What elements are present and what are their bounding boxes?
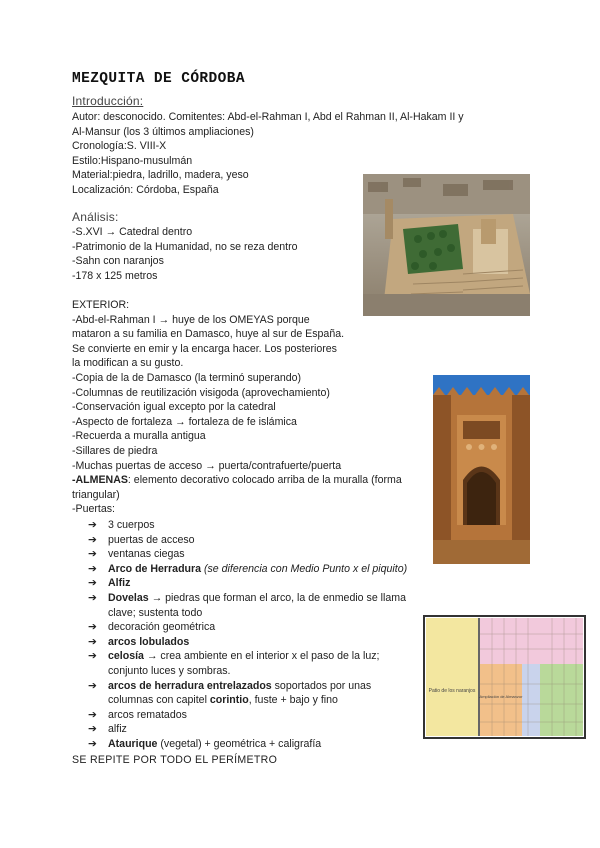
list-item-term: Alfiz <box>108 577 131 590</box>
exterior-heading: EXTERIOR: <box>72 299 130 311</box>
intro-line: Cronología:S. VIII-X <box>72 140 167 153</box>
arrow-icon: ➔ <box>88 548 97 561</box>
floor-plan <box>422 614 587 740</box>
list-item-text: arcos rematados <box>108 708 187 721</box>
list-item <box>88 620 428 635</box>
list-item <box>88 737 428 752</box>
analisis-heading: Análisis: <box>72 210 119 224</box>
arrow-icon: ➔ <box>88 708 97 721</box>
list-item-text: 3 cuerpos <box>108 519 155 531</box>
list-item-text: → piedras que forman el arco, la de enmedio se llama clave; sustenta todo <box>108 591 406 619</box>
plan-label-patio: Patio de los naranjos <box>428 688 476 694</box>
analisis-block <box>72 225 298 283</box>
analisis-line: -S.XVI → Catedral dentro <box>72 226 193 238</box>
analisis-line: -Sahn con naranjos <box>72 255 164 268</box>
list-item <box>88 533 428 548</box>
list-item-term: celosía <box>108 650 144 663</box>
arrow-icon: ➔ <box>88 562 97 575</box>
exterior-line: la modifican a su gusto. <box>72 357 184 370</box>
arrow-icon: ➔ <box>88 533 97 546</box>
exterior-line: -Copia de la de Damasco (la terminó superando) <box>72 371 302 384</box>
list-item <box>88 518 428 533</box>
list-item-term: Dovelas <box>108 591 149 604</box>
analisis-line: -Patrimonio de la Humanidad, no se reza dentro <box>72 240 298 253</box>
list-item <box>88 679 408 708</box>
arrow-icon: ➔ <box>88 591 97 604</box>
aerial-photo <box>363 174 530 316</box>
arrow-icon: ➔ <box>88 737 97 750</box>
almenas-line <box>72 473 422 502</box>
list-item-text: ventanas ciegas <box>108 548 185 561</box>
exterior-line: -Sillares de piedra <box>72 444 158 457</box>
puertas-list <box>88 518 428 752</box>
plan-label-ampliacion: Ampliación de Almanzor <box>479 694 523 699</box>
list-item <box>88 562 428 577</box>
puertas-line: -Puertas: <box>72 503 115 516</box>
page-title: MEZQUITA DE CÓRDOBA <box>72 71 245 87</box>
arrow-icon: ➔ <box>88 635 97 648</box>
list-item-text: alfiz <box>108 723 127 736</box>
list-item-text: , fuste + bajo y fino <box>248 694 338 707</box>
exterior-line: -Muchas puertas de acceso → puerta/contrafuerte/puerta <box>72 459 342 472</box>
almenas-term: -ALMENAS <box>72 474 128 487</box>
arrow-icon: ➔ <box>88 577 97 590</box>
exterior-line: -Aspecto de fortaleza → fortaleza de fe islámica <box>72 415 297 428</box>
intro-line: Localización: Córdoba, España <box>72 183 219 196</box>
exterior-line: mataron a su familia en Damasco, huye al sur de España. <box>72 328 345 341</box>
intro-line: Estilo:Hispano-musulmán <box>72 154 193 167</box>
exterior-line: Se convierte en emir y la encarga hacer. Los posteriores <box>72 342 337 355</box>
list-item-text: → crea ambiente en el interior x el paso de la luz; conjunto luces y sombras. <box>108 650 380 677</box>
list-item-term: corintio <box>209 694 249 707</box>
footer-note: SE REPITE POR TODO EL PERÍMETRO <box>72 754 278 766</box>
exterior-line: -Abd-el-Rahman I → huye de los OMEYAS porque <box>72 313 310 326</box>
facade-photo <box>433 375 530 564</box>
list-item-term: Arco de Herradura <box>108 562 202 575</box>
list-item-text: puertas de acceso <box>108 533 195 546</box>
exterior-line: -Columnas de reutilización visigoda (aprovechamiento) <box>72 386 330 399</box>
exterior-line: -Conservación igual excepto por la catedral <box>72 401 276 414</box>
list-item <box>88 722 428 737</box>
intro-line: Material:piedra, ladrillo, madera, yeso <box>72 169 249 182</box>
list-item-text: (vegetal) + geométrica + caligrafía <box>157 737 322 750</box>
arrow-icon: ➔ <box>88 650 97 663</box>
intro-line: Autor: desconocido. Comitentes: Abd-el-Rahman I, Abd el Rahman II, Al-Hakam II y <box>72 111 464 123</box>
list-item <box>88 635 428 650</box>
list-item <box>88 649 408 678</box>
list-item-term: Ataurique <box>108 737 158 750</box>
list-item-note: (se diferencia con Medio Punto x el piquito) <box>201 562 408 575</box>
list-item-term: arcos lobulados <box>108 635 190 648</box>
list-item <box>88 708 428 723</box>
arrow-icon: ➔ <box>88 519 97 531</box>
arrow-icon: ➔ <box>88 679 97 692</box>
list-item-term: arcos de herradura entrelazados <box>108 679 272 692</box>
intro-heading: Introducción: <box>72 94 144 108</box>
exterior-line: -Recuerda a muralla antigua <box>72 430 206 443</box>
arrow-icon: ➔ <box>88 621 97 634</box>
plan-yellow-zone <box>426 618 478 736</box>
list-item-text: soportados por unas columnas con capitel <box>108 679 372 707</box>
intro-line: Al-Mansur (los 3 últimos ampliaciones) <box>72 125 254 138</box>
arrow-icon: ➔ <box>88 723 97 736</box>
almenas-definition: : elemento decorativo colocado arriba de la muralla (forma triangular) <box>72 474 402 501</box>
analisis-line: -178 x 125 metros <box>72 269 158 282</box>
list-item <box>88 591 428 620</box>
exterior-block <box>72 298 422 517</box>
list-item <box>88 576 428 591</box>
list-item <box>88 547 428 562</box>
list-item-text: decoración geométrica <box>108 621 216 634</box>
